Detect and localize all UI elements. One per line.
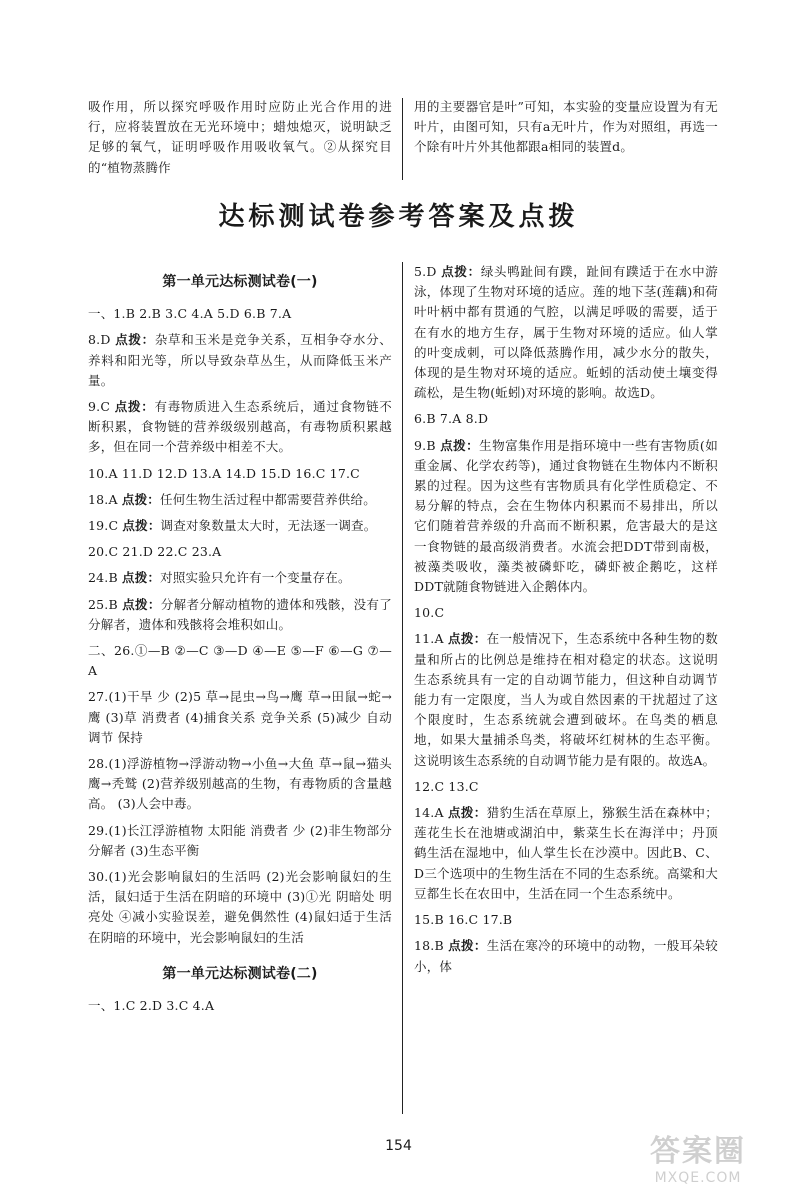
answer-line: 15.B 16.C 17.B: [414, 912, 513, 928]
top-right-paragraph: 用的主要器官是叶”可知，本实验的变量应设置为有无叶片，由图可知，只有a无叶片，作为对照组，再选一个除有叶片外其他都跟a相同的装置d。: [414, 99, 718, 155]
answer-line: 10.C: [414, 605, 445, 621]
main-column-divider: [402, 262, 403, 1114]
answer-item: 5.D 点拨：绿头鸭趾间有蹼，趾间有蹼适于在水中游泳，体现了生物对环境的适应。莲的地下茎(莲藕)和荷叶叶柄中都有贯通的气腔，以满足呼吸的需要，适于在有水的地方生存，属于生物对环境的适应。仙人掌的叶变成刺，可以降低蒸腾作用，减少水分的散失，体现的是生物对环境的适应。蚯蚓的活动使土壤变得疏松，是生物(蚯蚓)对环境的影响。故选D。: [414, 264, 718, 401]
answer-line: 27.(1)干旱 少 (2)5 草→昆虫→鸟→鹰 草→田鼠→蛇→鹰 (3)草 消费者 (4)捕食关系 竞争关系 (5)减少 自动调节 保持: [88, 689, 392, 745]
answers-left-column: [88, 272, 392, 1022]
answer-item: 9.C 点拨：有毒物质进入生态系统后，通过食物链不断积累，食物链的营养级级别越高，有毒物质积累越多，但在同一个营养级中相差不大。: [88, 399, 393, 455]
answer-item: 19.C 点拨：调查对象数量太大时，无法逐一调查。: [88, 518, 377, 534]
answers-right-column: [414, 262, 718, 983]
answer-item: 8.D 点拨：杂草和玉米是竞争关系，互相争夺水分、养料和阳光等，所以导致杂草丛生，从而降低玉米产量。: [88, 332, 392, 388]
answer-line: 29.(1)长江浮游植物 太阳能 消费者 少 (2)非生物部分 分解者 (3)生态平衡: [88, 822, 392, 858]
answer-item: 25.B 点拨：分解者分解动植物的遗体和残骸，没有了分解者，遗体和残骸将会堆积如山。: [88, 596, 392, 632]
answer-line: 28.(1)浮游植物→浮游动物→小鱼→大鱼 草→鼠→猫头鹰→秃鹫 (2)营养级别越高的生物，有毒物质的含量越高。 (3)人会中毒。: [88, 756, 392, 812]
top-left-paragraph: 吸作用，所以探究呼吸作用时应防止光合作用的进行，应将装置放在无光环境中；蜡烛熄灭，说明缺乏足够的氧气，证明呼吸作用吸收氧气。②从探究目的“植物蒸腾作: [88, 99, 392, 175]
section-heading-1: 第一单元达标测试卷(一): [162, 274, 318, 290]
answer-item: 11.A 点拨：在一般情况下，生态系统中各种生物的数量和所占的比例总是维持在相对稳定的状态。这说明生态系统具有一定的自动调节能力，但这种自动调节能力有一定限度，当人为或自然因素的干扰超过了这个限度时，生态系统就会遭到破坏。在鸟类的栖息地，如果大量捕杀鸟类，将破坏红树林的生态平衡。这说明该生态系统的自动调节能力是有限的。故选A。: [414, 631, 718, 768]
answer-line: 一、1.B 2.B 3.C 4.A 5.D 6.B 7.A: [88, 306, 292, 322]
top-left-column: [88, 97, 392, 184]
watermark-logo: [623, 1126, 773, 1186]
answer-line: 30.(1)光会影响鼠妇的生活吗 (2)光会影响鼠妇的生活，鼠妇适于生活在阴暗的环境中 (3)①光 阴暗处 明亮处 ④减小实验误差，避免偶然性 (4)鼠妇适于生活在阴暗的环境中，光会影响鼠妇的生活: [88, 869, 392, 945]
top-right-column: [414, 97, 718, 164]
watermark-url: MXQE.COM: [654, 1170, 742, 1186]
page-number: 154: [385, 1138, 412, 1154]
answer-line: 6.B 7.A 8.D: [414, 411, 489, 427]
page-title: 达标测试卷参考答案及点拨: [218, 202, 579, 232]
answer-item: 24.B 点拨：对照实验只允许有一个变量存在。: [88, 570, 351, 586]
watermark-text: 答案圈: [650, 1134, 746, 1169]
answer-line: 20.C 21.D 22.C 23.A: [88, 544, 222, 560]
answer-item: 18.B 点拨：生活在寒冷的环境中的动物，一般耳朵较小，体: [414, 938, 718, 974]
answer-line: 一、1.C 2.D 3.C 4.A: [88, 998, 215, 1014]
answer-item: 14.A 点拨：猎豹生活在草原上，猕猴生活在森林中；莲花生长在池塘或湖泊中，紫菜生长在海洋中；丹顶鹤生活在湿地中，仙人掌生长在沙漠中。因此B、C、D三个选项中的生物生活在不同的生态系统。高粱和大豆都生长在农田中，生活在同一个生态系统中。: [414, 805, 718, 901]
top-column-divider: [402, 98, 403, 180]
answer-line: 10.A 11.D 12.D 13.A 14.D 15.D 16.C 17.C: [88, 465, 360, 481]
answer-line: 二、26.①—B ②—C ③—D ④—E ⑤—F ⑥—G ⑦—A: [88, 643, 392, 679]
answer-line: 12.C 13.C: [414, 778, 479, 794]
answer-item: 9.B 点拨：生物富集作用是指环境中一些有害物质(如重金属、化学农药等)，通过食物链在生物体内不断积累的过程。因为这些有害物质具有化学性质稳定、不易分解的特点，会在生物体内积累而不易排出，所以它们随着营养级的升高而不断积累，危害最大的是这一食物链的最高级消费者。水流会把DDT带到南极，被藻类吸收，藻类被磷虾吃，磷虾被企鹅吃，这样DDT就随食物链进入企鹅体内。: [414, 437, 718, 595]
answer-item: 18.A 点拨：任何生物生活过程中都需要营养供给。: [88, 491, 376, 507]
section-heading-2: 第一单元达标测试卷(二): [162, 965, 318, 982]
